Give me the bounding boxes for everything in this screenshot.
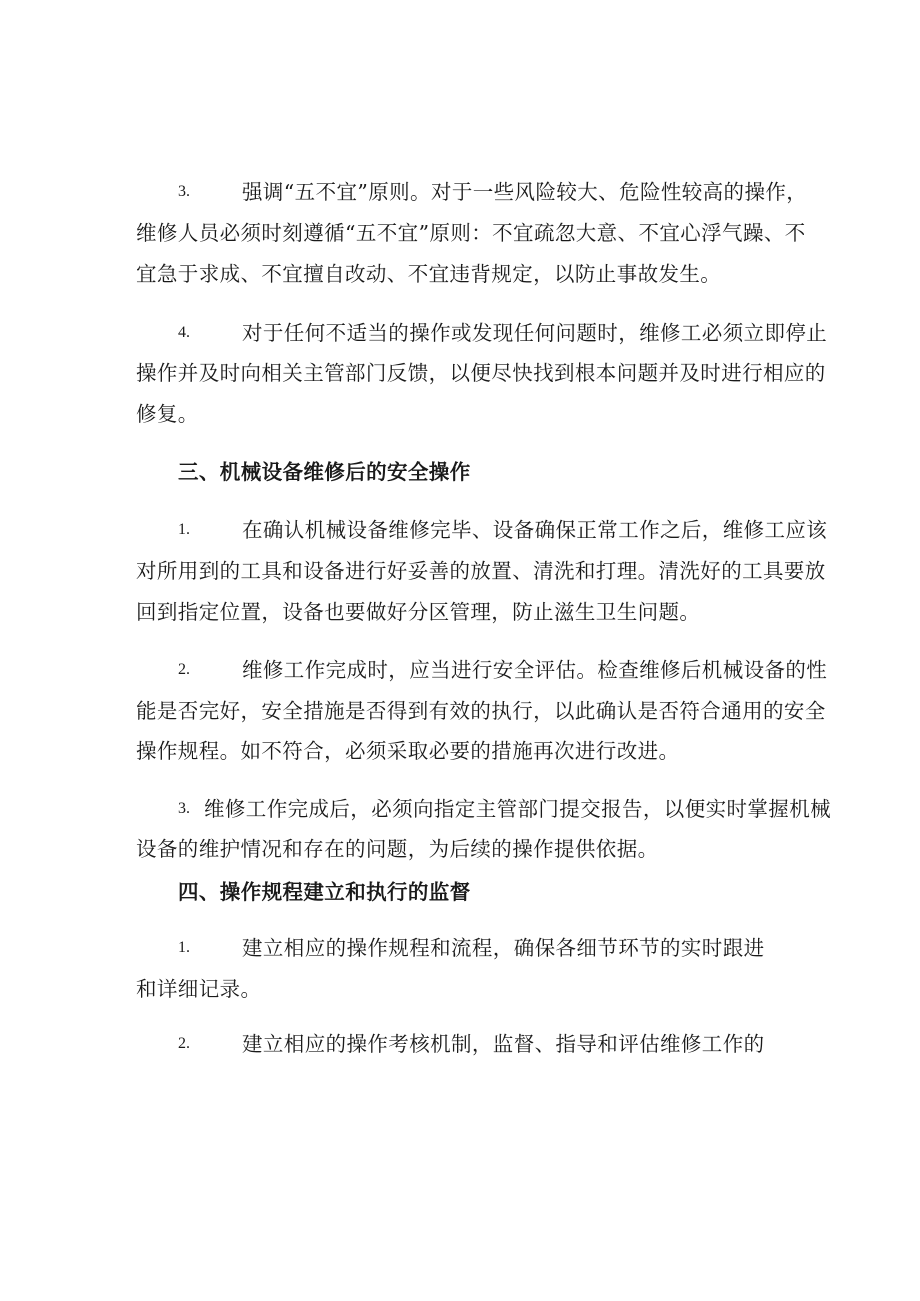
section4-item-1-number: 1. bbox=[178, 939, 190, 956]
section4-item-1-line-2: 和详细记录。 bbox=[136, 977, 262, 1001]
section3-item-3-line-1: 维修工作完成后，必须向指定主管部门提交报告，以便实时掌握机械 bbox=[204, 797, 831, 821]
section3-item-1-line-2: 对所用到的工具和设备进行好妥善的放置、清洗和打理。清洗好的工具要放 bbox=[136, 559, 826, 583]
section3-item-2-number: 2. bbox=[178, 661, 190, 678]
paragraph-4-number: 4. bbox=[178, 324, 190, 341]
section3-item-2-line-3: 操作规程。如不符合，必须采取必要的措施再次进行改进。 bbox=[136, 739, 680, 763]
paragraph-3-line-1: 强调“五不宜”原则。对于一些风险较大、危险性较高的操作， bbox=[242, 180, 808, 204]
section4-item-1-line-1: 建立相应的操作规程和流程，确保各细节环节的实时跟进 bbox=[242, 936, 765, 960]
paragraph-4-line-2: 操作并及时向相关主管部门反馈，以便尽快找到根本问题并及时进行相应的 bbox=[136, 361, 826, 385]
paragraph-3-line-2: 维修人员必须时刻遵循“五不宜”原则：不宜疏忽大意、不宜心浮气躁、不 bbox=[136, 221, 806, 245]
section3-item-2-line-1: 维修工作完成时，应当进行安全评估。检查维修后机械设备的性 bbox=[242, 658, 828, 682]
paragraph-4-line-3: 修复。 bbox=[136, 402, 199, 426]
section3-item-1-line-3: 回到指定位置，设备也要做好分区管理，防止滋生卫生问题。 bbox=[136, 600, 701, 624]
section3-item-2-line-2: 能是否完好，安全措施是否得到有效的执行，以此确认是否符合通用的安全 bbox=[136, 699, 826, 723]
section4-item-2-line-1: 建立相应的操作考核机制，监督、指导和评估维修工作的 bbox=[242, 1032, 765, 1056]
section4-item-2-number: 2. bbox=[178, 1035, 190, 1052]
section3-item-1-number: 1. bbox=[178, 521, 190, 538]
paragraph-3-number: 3. bbox=[178, 183, 190, 200]
section3-item-3-line-2: 设备的维护情况和存在的问题，为后续的操作提供依据。 bbox=[136, 837, 659, 861]
section-heading-3: 三、机械设备维修后的安全操作 bbox=[178, 460, 471, 484]
paragraph-3-line-3: 宜急于求成、不宜擅自改动、不宜违背规定，以防止事故发生。 bbox=[136, 262, 722, 286]
paragraph-4-line-1: 对于任何不适当的操作或发现任何问题时，维修工必须立即停止 bbox=[242, 321, 828, 345]
section3-item-1-line-1: 在确认机械设备维修完毕、设备确保正常工作之后，维修工应该 bbox=[242, 518, 828, 542]
section3-item-3-number: 3. bbox=[178, 800, 190, 817]
section-heading-4: 四、操作规程建立和执行的监督 bbox=[178, 880, 471, 904]
